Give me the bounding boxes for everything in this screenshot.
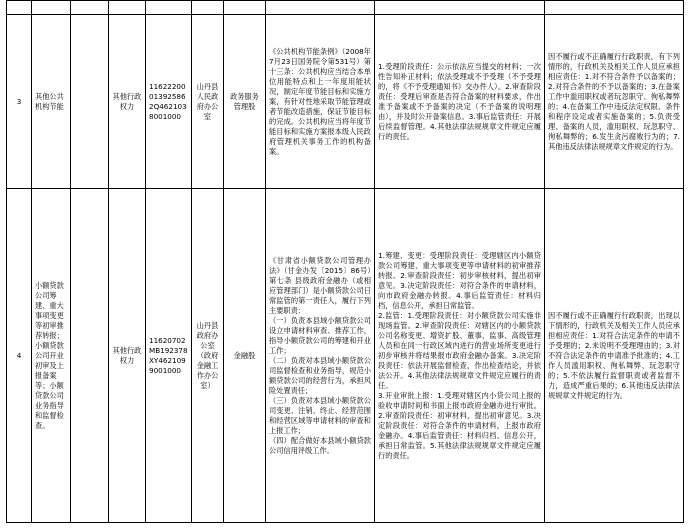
responsible-dept: 政务服务管理股: [224, 15, 266, 189]
accountability-items: 因不履行或不正确履行行政职责，出现以下情形的，行政机关及相关工作人员应承担相应责任：1.对符合法定条件的申请不予受理的；2.未说明不受理理由的；3.对不符合法定条件的申请准予批准的；4.工作人员滥用职权、徇私舞弊、玩忽职守的；5.不依法履行监督职责或者监督不力，造成严重后果的；6.其他违反法律法规规章文件规定的行为。: [545, 189, 684, 523]
legal-basis: 《公共机构节能条例》（2008年7月23日国务院令第531号）第十三条：公共机构应当结合本单位用能特点和上一年度用能状况，制定年度节能目标和实施方案，有针对性地采取节能管理或者节能改造措施，保证节能目标的完成。公共机构应当将年度节能目标和实施方案报本级人民政府管理机关事务工作的机构备案。: [266, 15, 375, 189]
power-name: 小额贷款公司筹建、重大事项变更等初审推荐转报；小额贷款公司开业初审及上报备案等；小额贷款公司业务指导和监督检查。: [32, 189, 71, 523]
responsibility-items: 1.受理阶段责任：公示依法应当提交的材料；一次性告知补正材料；依法受理或不予受理（不予受理的，将《不予受理通知书》交办件人）。2.审查阶段责任：受理后审查是否符合备案的材料要求，作出准予备案或不予备案的决定（不予备案的说明理由），并及时公开备案信息。3.事后监管责任：开展后续监督管理。4.其他法律法规规章文件规定应履行的责任。: [375, 15, 545, 189]
power-list-table: [6, 0, 684, 523]
responsibility-items: 1.筹建、变更：受理阶段责任：受理辖区内小额贷款公司筹建、重大事项变更等申请材料的初审推荐转报。2.审查阶段责任：初步审核材料，提出初审意见。3.决定阶段责任：对符合条件的申请材料，向市政府金融办转报。4.事后监管责任：材料归档，信息公开，承担日常监管。 2.监管：1.受理阶段责任：对小额贷款公司实施非现场监管。2.审查阶段责任：对辖区内的小额贷款公司名称变更、增资扩股、董事、监事、高级管理人员和在同一行政区域内进行的营业场所变更进行初步审核并将结果报市政府金融办备案。3.决定阶段责任：依法开展监督检查，作出检查结论，并依法公开。4.其他法律法规规章文件规定应履行的责任。 3.开业审批上报：1.受理对辖区内小贷公司上报的验收申请时间和书面上报市政府金融办进行审批。2.审查阶段责任：初审材料，提出初审意见。3.决定阶段责任：对符合条件的申请材料，上报市政府金融办。4.事后监管责任：材料归档、信息公开，承担日常监管。5.其他法律法规规章文件规定应履行的责任。: [375, 189, 545, 523]
power-kind: 其他行政权力: [109, 189, 146, 523]
table-row: [7, 189, 684, 523]
power-kind: 其他行政权力: [109, 15, 146, 189]
implementing-org: 山丹县人民政府办公室: [192, 15, 224, 189]
accountability-items: 因不履行或不正确履行行政职责，有下列情形的，行政机关及相关工作人员应承担相应责任：1.对不符合条件予以备案的；2.对符合条件的不予以备案的；3.在备案工作中滥用职权或者玩忽职守、徇私舞弊的；4.在备案工作中违反法定权限、条件和程序设定或者实施备案的；5.负责受理、备案的人员，滥用职权、玩忽职守、徇私舞弊的；6.发生贪污腐败行为的；7.其他违反法律法规规章文件规定的行为。: [545, 15, 684, 189]
legal-basis: 《甘肃省小额贷款公司管理办法》（甘金办发〔2015〕86号）第七条 县级政府金融办（或相应管理部门）是小额贷款公司日常监管的第一责任人，履行下列主要职责： （一）负责本县域小额贷款公司设立申请材料审查、推荐工作，指导小额贷款公司的筹建和开业工作； （二）负责对本县域小额贷款公司监督检查和业务指导，规范小额贷款公司的经营行为，承担风险处置责任； （三）负责对本县域小额贷款公司变更、注销、终止、经营范围和经营区域等申请材料的审查和上报工作； （四）配合做好本县域小额贷款公司信用评级工作。: [266, 189, 375, 523]
power-name: 其他公共机构节能: [32, 15, 71, 189]
implementing-org: 山丹县政府办公室（政府金融工作办公室）: [192, 189, 224, 523]
row-seq: 3: [7, 15, 32, 189]
power-code: 11622200 01392586 2Q462103 8001000: [146, 15, 192, 189]
power-code: 11620702 MB192378 XY462109 9001000: [146, 189, 192, 523]
row-seq: 4: [7, 189, 32, 523]
responsible-dept: 金融股: [224, 189, 266, 523]
table-row-partial-top: [7, 1, 684, 15]
table-row: [7, 15, 684, 189]
